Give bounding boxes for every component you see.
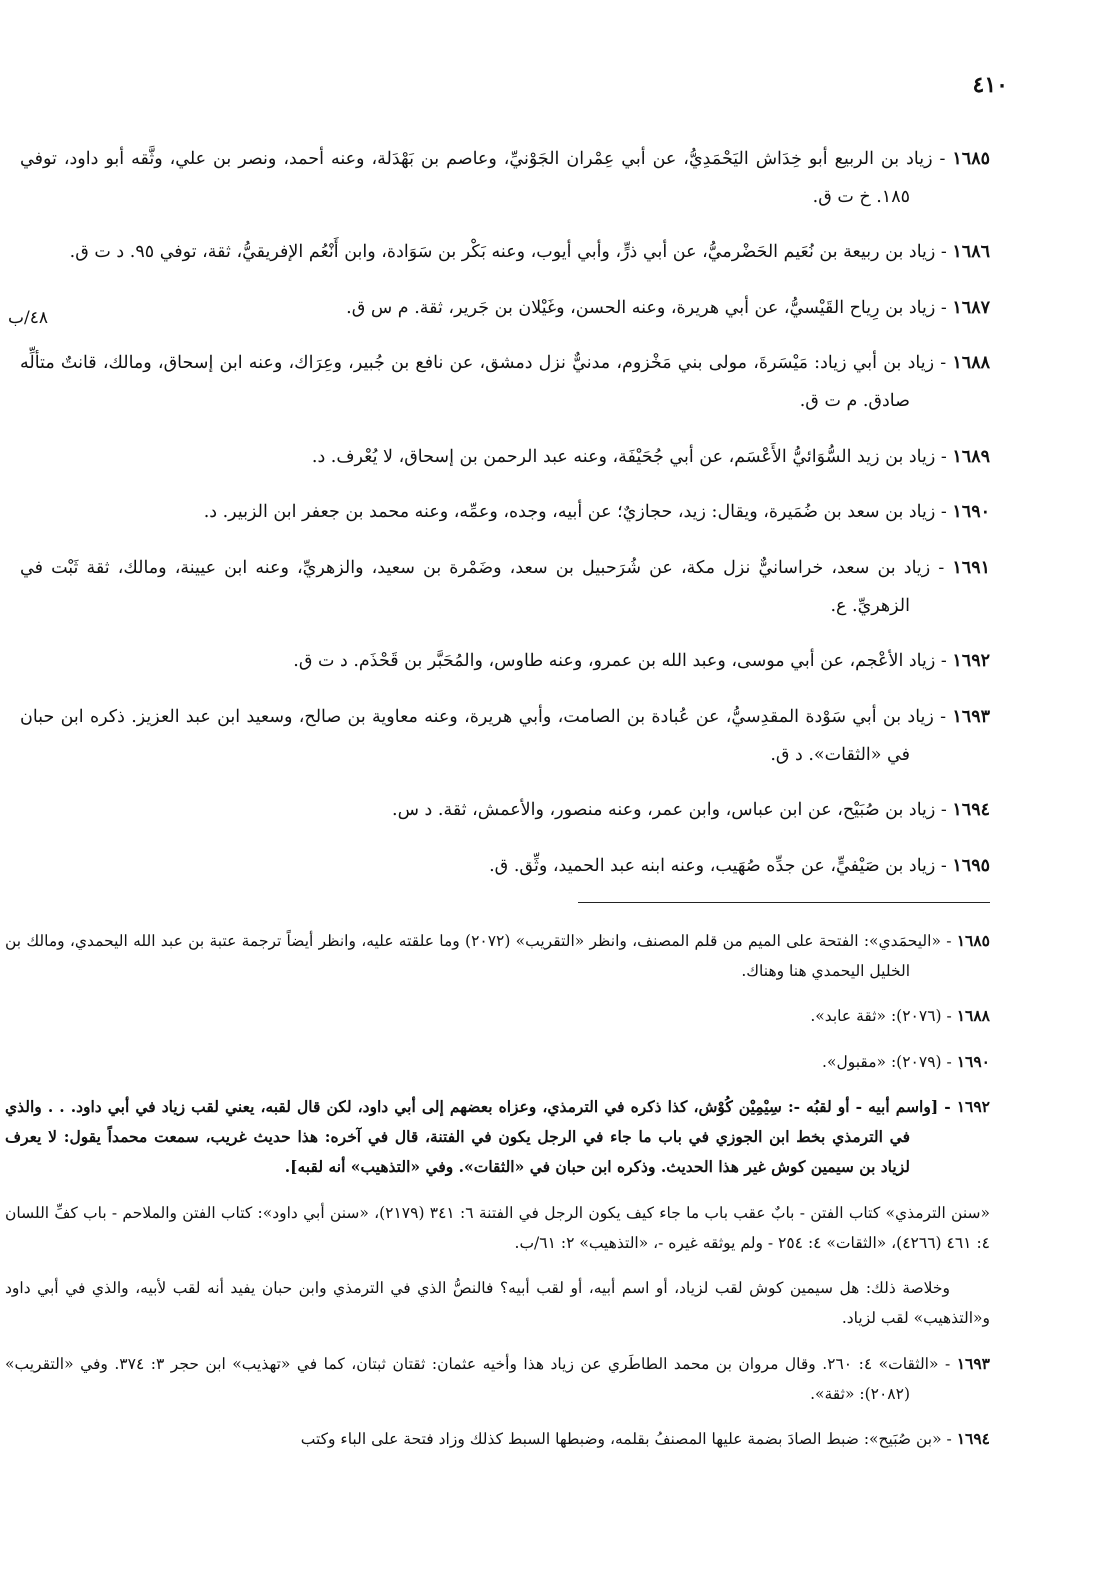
entry-text: زياد بن سعد بن ضُمَيرة، ويقال: زيد، حجازيٌ؛ عن أبيه، وجده، وعمِّه، وعنه محمد بن جعفر ابن الزبير. د. — [203, 502, 936, 522]
footnote-1688: ١٦٨٨ - (٢٠٧٦): «ثقة عابد». — [810, 1006, 990, 1025]
footnote-text: (٢٠٧٦): «ثقة عابد». — [810, 1007, 942, 1025]
entry-number: ١٦٨٩ — [952, 446, 990, 467]
entry-1692: ١٦٩٢ - زياد الأعْجم، عن أبي موسى، وعبد الله بن عمرو، وعنه طاوس، والمُحَبَّر بن قَحْذَم. د ت ق. — [293, 651, 990, 671]
footnote-1694: ١٦٩٤ - «بن صُبَيح»: ضبط الصادَ بضمة عليها المصنفُ بقلمه، وضبطها السبط كذلك وزاد فتحة على الباء وكتب — [300, 1429, 990, 1448]
footnote-1692-sources — [5, 1198, 990, 1258]
page-number: ٤١٠ — [972, 72, 1008, 98]
entry-number: ١٦٩١ — [952, 557, 990, 578]
footnote-text: «بن صُبَيح»: ضبط الصادَ بضمة عليها المصنفُ بقلمه، وضبطها السبط كذلك وزاد فتحة على الباء وكتب — [300, 1430, 942, 1448]
entry-number: ١٦٨٥ — [952, 148, 990, 169]
entry-text: زياد بن الربيع أبو خِدَاش اليَحْمَدِيُّ، عن أبي عِمْران الجَوْنيِّ، وعاصم بن بَهْدَلة، وعنه أحمد، ونصر بن علي، وثَّقه أبو داود، توفي ١٨٥. خ ت ق. — [20, 148, 933, 207]
footnote-number: ١٦٨٨ — [956, 1006, 990, 1025]
footnote-number: ١٦٩٤ — [956, 1429, 990, 1448]
entry-number: ١٦٨٨ — [952, 353, 990, 373]
footnote-number: ١٦٨٥ — [956, 930, 990, 950]
footnote-text: [واسم أبيه - أو لقبُه -: سِيْمِيْن كُوْش، كذا ذكره في الترمذي، وعزاه بعضهم إلى أبي داود، لكن قال لقبه، يعني لقب زياد في أبي داود. . . والذي في الترمذي بخط ابن الجوزي في باب ما جاء في الرجل يكون في الفتنة، قال في آخره: هذا حديث غريب، سمعت محمداً يقول: لا يعرف لزياد بن سيمين كوش غير هذا الحديث. وذكره ابن حبان في «الثقات». وفي «التذهيب» أنه لقبه]. — [5, 1097, 939, 1176]
main-entries — [20, 122, 990, 887]
footnote-1685: ١٦٨٥ - «اليحمَدي»: الفتحة على الميم من قلم المصنف، وانظر «التقريب» (٢٠٧٢) وما علقته عليه، وانظر أيضاً ترجمة عتبة بن عبد الله اليحمدي، ومالك بن الخليل اليحمدي هنا وهناك. — [5, 930, 990, 980]
footnote-1692: ١٦٩٢ - [واسم أبيه - أو لقبُه -: سِيْمِيْن كُوْش، كذا ذكره في الترمذي، وعزاه بعضهم إلى أبي داود، لكن قال لقبه، يعني لقب زياد في أبي داود. . . والذي في الترمذي بخط ابن الجوزي في باب ما جاء في الرجل يكون في الفتنة، قال في آخره: هذا حديث غريب، سمعت محمداً يقول: لا يعرف لزياد بن سيمين كوش غير هذا الحديث. وذكره ابن حبان في «الثقات». وفي «التذهيب» أنه لقبه]. — [5, 1097, 990, 1176]
entry-number: ١٦٩٤ — [952, 800, 990, 820]
footnote-number: ١٦٩٣ — [956, 1353, 990, 1373]
entry-number: ١٦٨٦ — [952, 242, 990, 262]
entry-text: زياد بن صَيْفيٍّ، عن جدِّه صُهَيب، وعنه ابنه عبد الحميد، وثِّق. ق. — [489, 855, 936, 876]
entry-1691: ١٦٩١ - زياد بن سعد، خراسانيٌّ نزل مكة، عن شُرَحبيل بن سعد، وضَمْرة بن سعيد، والزهريِّ، وعنه ابن عيينة، ومالك، ثقة ثَبْت في الزهريِّ. ع. — [20, 557, 990, 616]
entry-number: ١٦٩٠ — [952, 502, 990, 522]
margin-folio-note: ٤٨/ب — [8, 308, 48, 328]
entry-1687: ١٦٨٧ - زياد بن رِياح القَيْسيُّ، عن أبي هريرة، وعنه الحسن، وغَيْلان بن جَرير، ثقة. م س ق. — [346, 297, 990, 318]
entry-1685: ١٦٨٥ - زياد بن الربيع أبو خِدَاش اليَحْمَدِيُّ، عن أبي عِمْران الجَوْنيِّ، وعاصم بن بَهْدَلة، وعنه أحمد، ونصر بن علي، وثَّقه أبو داود، توفي ١٨٥. خ ت ق. — [20, 148, 990, 207]
entry-text: زياد بن أبي سَوْدة المقدِسيُّ، عن عُبادة بن الصامت، وأبي هريرة، وعنه معاوية بن صالح، وسعيد ابن عبد العزيز. ذكره ابن حبان في «الثقات». د ق. — [20, 706, 934, 765]
footnote-1693: ١٦٩٣ - «الثقات» ٤: ٢٦٠. وقال مروان بن محمد الطاطَري عن زياد هذا وأخيه عثمان: ثقتان ثبتان، كما في «تهذيب» ابن حجر ٣: ٣٧٤. وفي «التقريب» (٢٠٨٢): «ثقة». — [5, 1353, 990, 1403]
footnote-divider — [578, 902, 990, 903]
entry-text: زياد بن سعد، خراسانيٌّ نزل مكة، عن شُرَحبيل بن سعد، وضَمْرة بن سعيد، والزهريِّ، وعنه ابن عيينة، ومالك، ثقة ثَبْت في الزهريِّ. ع. — [20, 557, 931, 616]
entry-text: زياد الأعْجم، عن أبي موسى، وعبد الله بن عمرو، وعنه طاوس، والمُحَبَّر بن قَحْذَم. د ت ق. — [293, 651, 936, 671]
entry-text: زياد بن ربيعة بن نُعَيم الحَضْرميُّ، عن أبي ذرٍّ، وأبي أيوب، وعنه بَكْر بن سَوَادة، وابن أَنْعُم الإفريقيُّ، ثقة، توفي ٩٥. د ت ق. — [69, 242, 936, 262]
entry-1694: ١٦٩٤ - زياد بن صُبَيْح، عن ابن عباس، وابن عمر، وعنه منصور، والأعمش، ثقة. د س. — [392, 800, 990, 820]
footnotes — [5, 910, 990, 1470]
entry-text: زياد بن رِياح القَيْسيُّ، عن أبي هريرة، وعنه الحسن، وغَيْلان بن جَرير، ثقة. م س ق. — [346, 297, 936, 318]
entry-text: زياد بن أبي زياد: مَيْسَرةَ، مولى بني مَخْزوم، مدنيٌّ نزل دمشق، عن نافع بن جُبير، وعِرَاك، وعنه ابن إسحاق، ومالك، قانتٌ متألِّه صادق. م ت ق. — [20, 353, 935, 411]
footnote-number: ١٦٩٠ — [956, 1051, 990, 1071]
entry-1693: ١٦٩٣ - زياد بن أبي سَوْدة المقدِسيُّ، عن عُبادة بن الصامت، وأبي هريرة، وعنه معاوية بن صالح، وسعيد ابن عبد العزيز. ذكره ابن حبان في «الثقات». د ق. — [20, 706, 990, 765]
entry-number: ١٦٩٥ — [952, 855, 990, 876]
footnote-text: «الثقات» ٤: ٢٦٠. وقال مروان بن محمد الطاطَري عن زياد هذا وأخيه عثمان: ثقتان ثبتان، كما في «تهذيب» ابن حجر ٣: ٣٧٤. وفي «التقريب» (٢٠٨٢): «ثقة». — [5, 1354, 939, 1403]
entry-text: زياد بن صُبَيْح، عن ابن عباس، وابن عمر، وعنه منصور، والأعمش، ثقة. د س. — [392, 800, 936, 820]
entry-1688: ١٦٨٨ - زياد بن أبي زياد: مَيْسَرةَ، مولى بني مَخْزوم، مدنيٌّ نزل دمشق، عن نافع بن جُبير، وعِرَاك، وعنه ابن إسحاق، ومالك، قانتٌ متألِّه صادق. م ت ق. — [20, 353, 990, 411]
footnote-text: «اليحمَدي»: الفتحة على الميم من قلم المصنف، وانظر «التقريب» (٢٠٧٢) وما علقته عليه، وانظر أيضاً ترجمة عتبة بن عبد الله اليحمدي، ومالك بن الخليل اليحمدي هنا وهناك. — [5, 931, 941, 980]
entry-1689: ١٦٨٩ - زياد بن زيد السُّوَائيُّ الأَعْسَم، عن أبي جُحَيْفَة، وعنه عبد الرحمن بن إسحاق، لا يُعْرف. د. — [311, 446, 990, 467]
footnote-text: (٢٠٧٩): «مقبول». — [822, 1052, 942, 1071]
footnote-number: ١٦٩٢ — [956, 1097, 990, 1116]
entry-1695: ١٦٩٥ - زياد بن صَيْفيٍّ، عن جدِّه صُهَيب، وعنه ابنه عبد الحميد، وثِّق. ق. — [489, 855, 990, 876]
footnote-text: «سنن الترمذي» كتاب الفتن - بابٌ عقب باب ما جاء كيف يكون الرجل في الفتنة ٦: ٣٤١ (٢١٧٩)، «سنن أبي داود»: كتاب الفتن والملاحم - باب كفِّ اللسان ٤: ٤٦١ (٤٢٦٦)، «الثقات» ٤: ٢٥٤ - ولم يوثقه غيره -، «التذهيب» ٢: ٦١/ب. — [5, 1203, 990, 1252]
entry-1686: ١٦٨٦ - زياد بن ربيعة بن نُعَيم الحَضْرميُّ، عن أبي ذرٍّ، وأبي أيوب، وعنه بَكْر بن سَوَادة، وابن أَنْعُم الإفريقيُّ، ثقة، توفي ٩٥. د ت ق. — [69, 242, 990, 262]
entry-text: زياد بن زيد السُّوَائيُّ الأَعْسَم، عن أبي جُحَيْفَة، وعنه عبد الرحمن بن إسحاق، لا يُعْرف. د. — [311, 446, 936, 467]
entry-1690: ١٦٩٠ - زياد بن سعد بن ضُمَيرة، ويقال: زيد، حجازيٌ؛ عن أبيه، وجده، وعمِّه، وعنه محمد بن جعفر ابن الزبير. د. — [203, 502, 990, 522]
entry-number: ١٦٨٧ — [952, 297, 990, 318]
entry-number: ١٦٩٢ — [952, 651, 990, 671]
footnote-text: وخلاصة ذلك: هل سيمين كوش لقب لزياد، أو اسم أبيه، أو لقب أبيه؟ فالنصُّ الذي في الترمذي وابن حبان يفيد أنه لقب لأبيه، والذي في أبي داود و«التذهيب» لقب لزياد. — [5, 1279, 990, 1327]
entry-number: ١٦٩٣ — [952, 706, 990, 727]
footnote-1692-summary — [5, 1273, 990, 1333]
footnote-1690: ١٦٩٠ - (٢٠٧٩): «مقبول». — [822, 1051, 990, 1071]
